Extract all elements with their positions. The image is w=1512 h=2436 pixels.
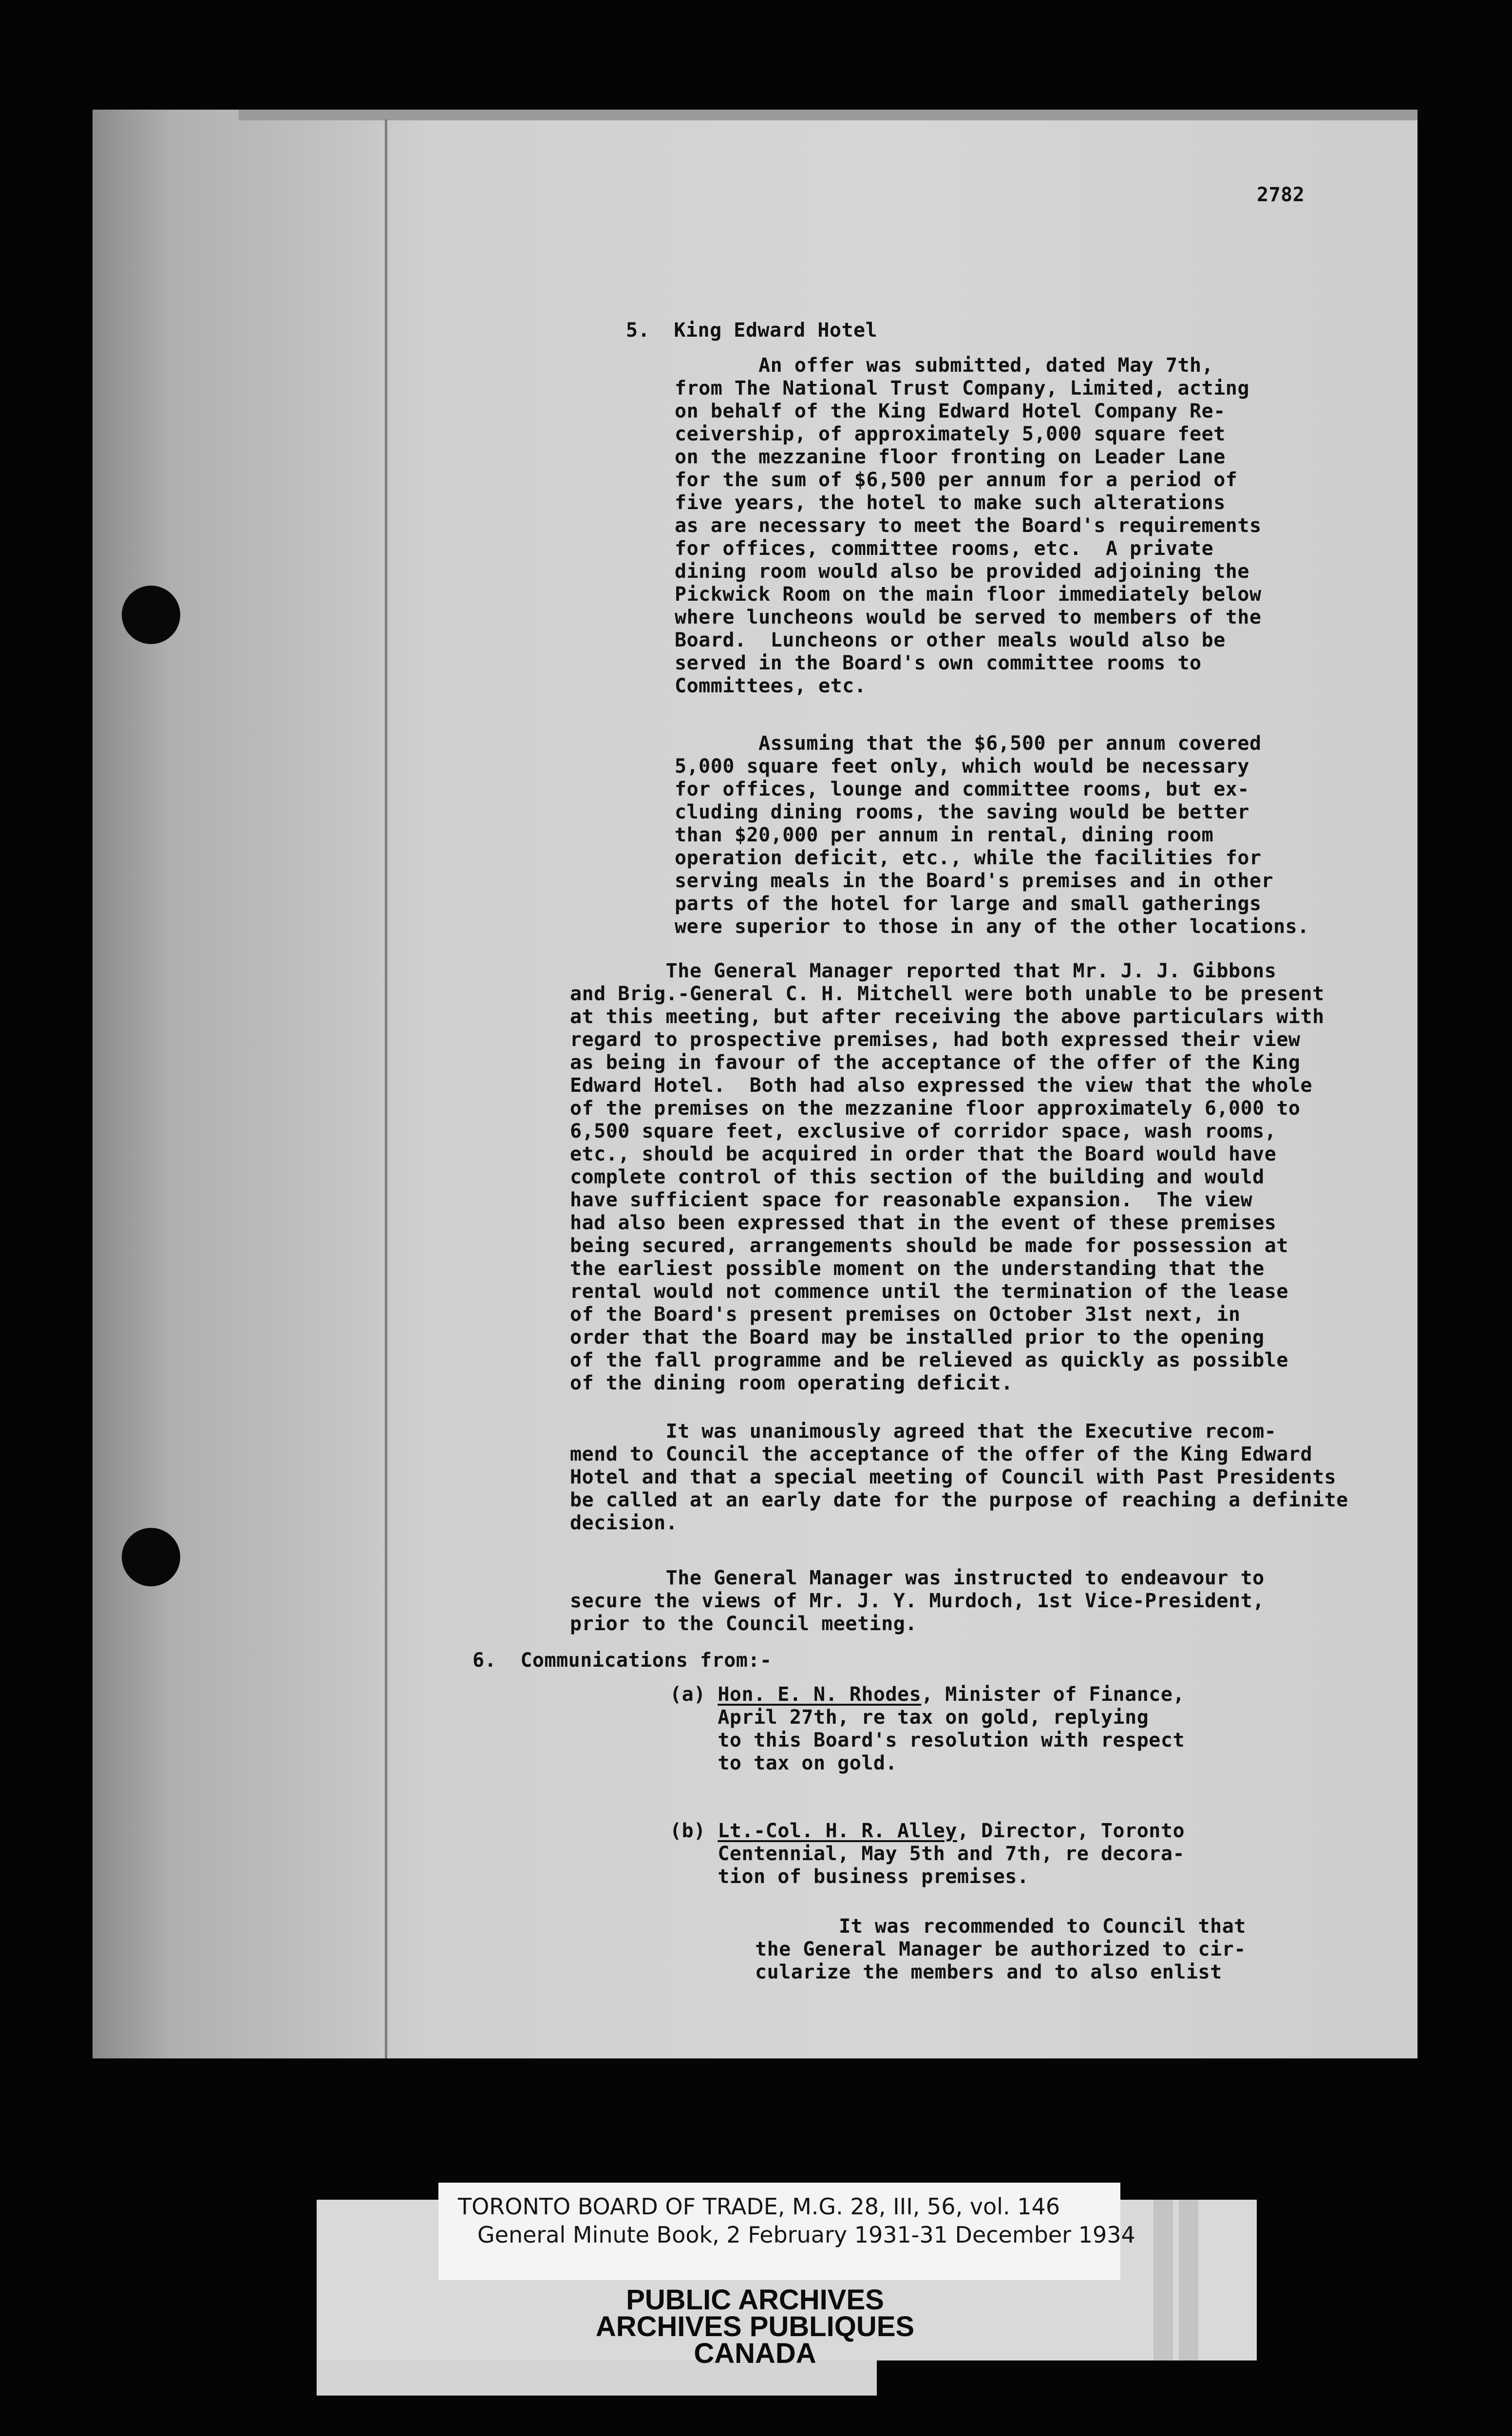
section-6-heading: 6. Communications from:- xyxy=(472,1649,772,1672)
communication-item-b xyxy=(670,1820,1185,1888)
manager-report-paragraph: The General Manager reported that Mr. J. J. Gibbons and Brig.-General C. H. Mitchell were both unable to be present at this meeting, but after receiving the above particulars with regard to prospective premises, had both expressed their view as being in favour of the acceptance of the offer of the King Edward Hotel. Both had also expressed the view that the whole of the premises on the mezzanine floor approximately 6,000 to 6,500 square feet, exclusive of corridor space, wash rooms, etc., should be acquired in order that the Board would have complete control of this section of the building and would have sufficient space for reasonable expansion. The view had also been expressed that in the event of these premises being secured, arrangements should be made for possession at the earliest possible moment on the understanding that the rental would not commence until the termination of the lease of the Board's present premises on October 31st next, in order that the Board may be installed prior to the opening of the fall programme and be relieved as quickly as possible of the dining room operating deficit. xyxy=(570,960,1324,1394)
archives-stamp-line-2: ARCHIVES PUBLIQUES xyxy=(595,2311,915,2342)
punch-hole-icon xyxy=(122,1528,180,1586)
assumption-paragraph: Assuming that the $6,500 per annum covered 5,000 square feet only, which would be necessary for offices, lounge and committee rooms, but ex- cluding dining rooms, the saving would be better than $20,000 per annum in rental, dining room operation deficit, etc., while the facilities for serving meals in the Board's premises and in other parts of the hotel for large and small gatherings were superior to those in any of the other locations. xyxy=(675,732,1309,938)
label-notch xyxy=(1179,2200,1198,2360)
item-b-marker: (b) xyxy=(670,1820,718,1842)
page-number: 2782 xyxy=(1257,184,1305,206)
instruction-paragraph: The General Manager was instructed to endeavour to secure the views of Mr. J. Y. Murdoch, 1st Vice-President, prior to the Council meeting. xyxy=(570,1567,1265,1635)
item-a-name: Hon. E. N. Rhodes xyxy=(718,1683,922,1706)
agreement-paragraph: It was unanimously agreed that the Executive recom- mend to Council the acceptance of the offer of the King Edward Hotel and that a special meeting of Council with Past Presidents be called at an early date for the purpose of reaching a definite decision. xyxy=(570,1420,1348,1534)
punch-hole-icon xyxy=(122,586,180,644)
archives-stamp-line-3: CANADA xyxy=(694,2338,816,2369)
label-notch xyxy=(1153,2200,1173,2360)
item-a-marker: (a) xyxy=(670,1683,718,1706)
document-page xyxy=(93,110,1418,2058)
archive-reference-line-1: TORONTO BOARD OF TRADE, M.G. 28, III, 56, vol. 146 xyxy=(458,2193,1060,2220)
page-top-edge xyxy=(239,110,1418,120)
communication-item-a xyxy=(670,1683,1185,1775)
item-a-text-first: , Minister of Finance, xyxy=(921,1683,1185,1706)
offer-paragraph: An offer was submitted, dated May 7th, from The National Trust Company, Limited, acting on behalf of the King Edward Hotel Company Re- ceivership, of approximately 5,000 square feet on the mezzanine floor fronting on Leader Lane for the sum of $6,500 per annum for a period of five years, the hotel to make such alterations as are necessary to meet the Board's requirements for offices, committee rooms, etc. A private dining room would also be provided adjoining the Pickwick Room on the main floor immediately below where luncheons would be served to members of the Board. Luncheons or other meals would also be served in the Board's own committee rooms to Committees, etc. xyxy=(675,354,1262,697)
binding-margin-line xyxy=(385,119,387,2058)
recommendation-paragraph: It was recommended to Council that the General Manager be authorized to cir- cularize the members and to also enlist xyxy=(755,1915,1246,1983)
archives-stamp-line-1: PUBLIC ARCHIVES xyxy=(626,2284,884,2316)
item-b-text-first: , Director, Toronto xyxy=(957,1820,1185,1842)
item-b-name: Lt.-Col. H. R. Alley xyxy=(718,1820,957,1842)
item-b-text-rest: Centennial, May 5th and 7th, re decora- tion of business premises. xyxy=(718,1843,1185,1888)
item-a-text-rest: April 27th, re tax on gold, replying to this Board's resolution with respect to tax on gold. xyxy=(718,1706,1185,1774)
archive-reference-line-2: General Minute Book, 2 February 1931-31 December 1934 xyxy=(477,2222,1135,2248)
section-5-heading: 5. King Edward Hotel xyxy=(626,319,878,342)
